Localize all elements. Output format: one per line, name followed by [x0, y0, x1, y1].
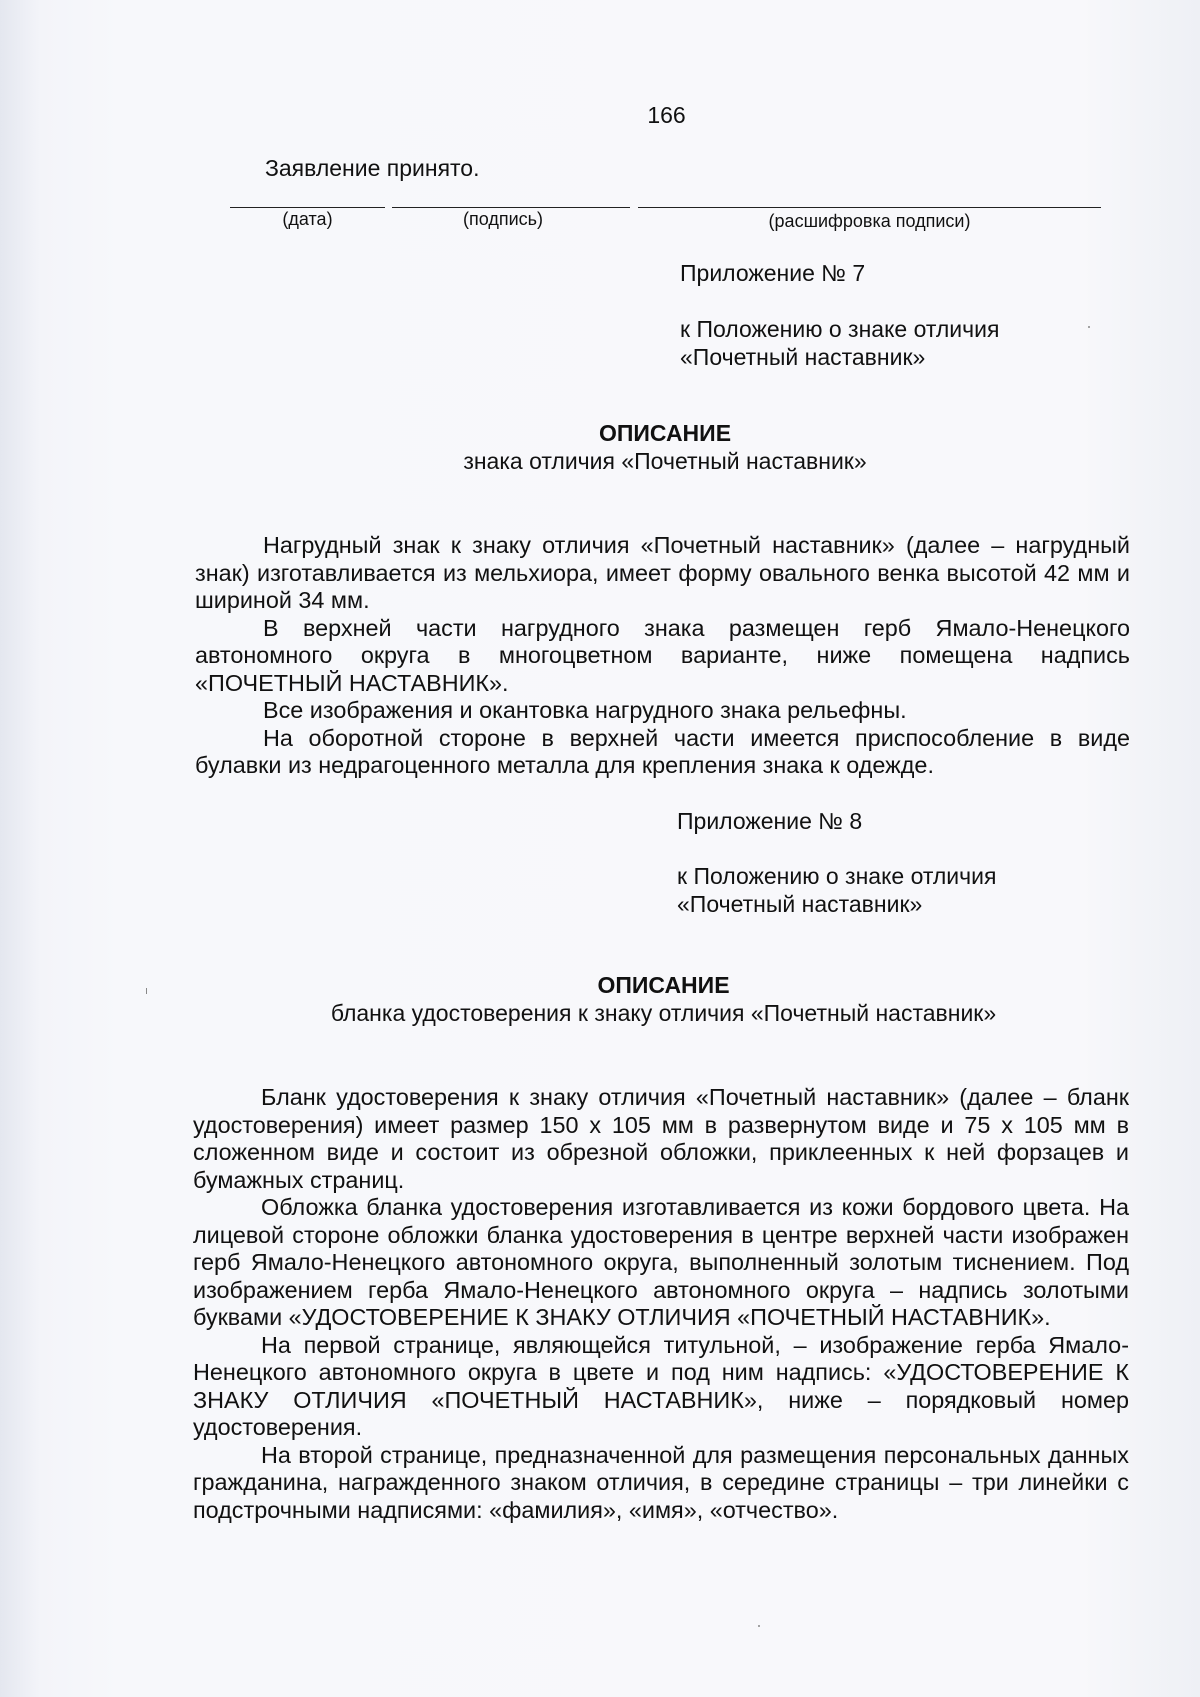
scan-speck	[146, 988, 147, 994]
appendix8-title: Приложение № 8	[677, 808, 863, 834]
section2-paragraph-3: На первой странице, являющейся титульной, – изображение герба Ямало-Ненецкого автономного округа в цвете и под ним надпись: «УДОСТОВЕРЕНИЕ К ЗНАКУ ОТЛИЧИЯ «ПОЧЕТНЫЙ НАСТАВНИК», ниже – порядковый номер удостоверения.	[193, 1331, 1129, 1440]
section1-paragraph-4: На оборотной стороне в верхней части имеется приспособление в виде булавки из недрагоценного металла для крепления знака к одежде.	[195, 724, 1130, 778]
section1-paragraph-1: Нагрудный знак к знаку отличия «Почетный наставник» (далее – нагрудный знак) изготавливается из мельхиора, имеет форму овального венка высотой 42 мм и шириной 34 мм.	[195, 532, 1130, 613]
section1-paragraph-2: В верхней части нагрудного знака размещен герб Ямало-Ненецкого автономного округа в многоцветном варианте, ниже помещена надпись «ПОЧЕТНЫЙ НАСТАВНИК».	[195, 614, 1130, 696]
acceptance-text: Заявление принято.	[265, 155, 480, 181]
appendix8-ref-line2: «Почетный наставник»	[677, 891, 923, 917]
appendix7-ref-line2: «Почетный наставник»	[680, 344, 926, 370]
section2-paragraph-2: Обложка бланка удостоверения изготавливается из кожи бордового цвета. На лицевой стороне обложки бланка удостоверения в центре верхней части изображен герб Ямало-Ненецкого автономного округа, выполненный золотым тиснением. Под изображением герба Ямало-Ненецкого автономного округа – надпись золотыми буквами «УДОСТОВЕРЕНИЕ К ЗНАКУ ОТЛИЧИЯ «ПОЧЕТНЫЙ НАСТАВНИК».	[193, 1194, 1129, 1330]
decoding-caption: (расшифровка подписи)	[768, 211, 971, 231]
section2-paragraph-1: Бланк удостоверения к знаку отличия «Почетный наставник» (далее – бланк удостоверения) имеет размер 150 х 105 мм в развернутом виде и 75 х 105 мм в сложенном виде и состоит из обрезной обложки, приклеенных к ней форзацев и бумажных страниц.	[193, 1084, 1129, 1193]
section1-subheading: знака отличия «Почетный наставник»	[463, 448, 867, 474]
section2-body	[193, 1084, 1129, 1524]
date-line	[230, 207, 385, 208]
section1-heading: ОПИСАНИЕ	[598, 420, 732, 446]
section1-body	[195, 532, 1130, 780]
appendix7-title: Приложение № 7	[680, 260, 866, 286]
page-number: 166	[647, 102, 686, 128]
appendix8-ref-line1: к Положению о знаке отличия	[677, 863, 997, 889]
signature-caption: (подпись)	[462, 209, 544, 229]
appendix7-reference	[680, 315, 999, 371]
section2-paragraph-4: На второй странице, предназначенной для размещения персональных данных гражданина, награжденного знаком отличия, в середине страницы – три линейки с подстрочными надписями: «фамилия», «имя», «отчество».	[193, 1441, 1129, 1523]
section2-subheading: бланка удостоверения к знаку отличия «Почетный наставник»	[330, 1000, 997, 1026]
section2-heading: ОПИСАНИЕ	[597, 972, 730, 998]
scan-speck	[758, 1625, 760, 1627]
section1-paragraph-3: Все изображения и окантовка нагрудного знака рельефны.	[263, 697, 907, 723]
appendix8-reference	[677, 862, 996, 918]
decoding-line	[638, 207, 1101, 208]
scan-speck	[1088, 326, 1090, 328]
signature-line	[392, 207, 630, 208]
date-caption: (дата)	[282, 209, 333, 229]
appendix7-ref-line1: к Положению о знаке отличия	[680, 316, 1000, 342]
